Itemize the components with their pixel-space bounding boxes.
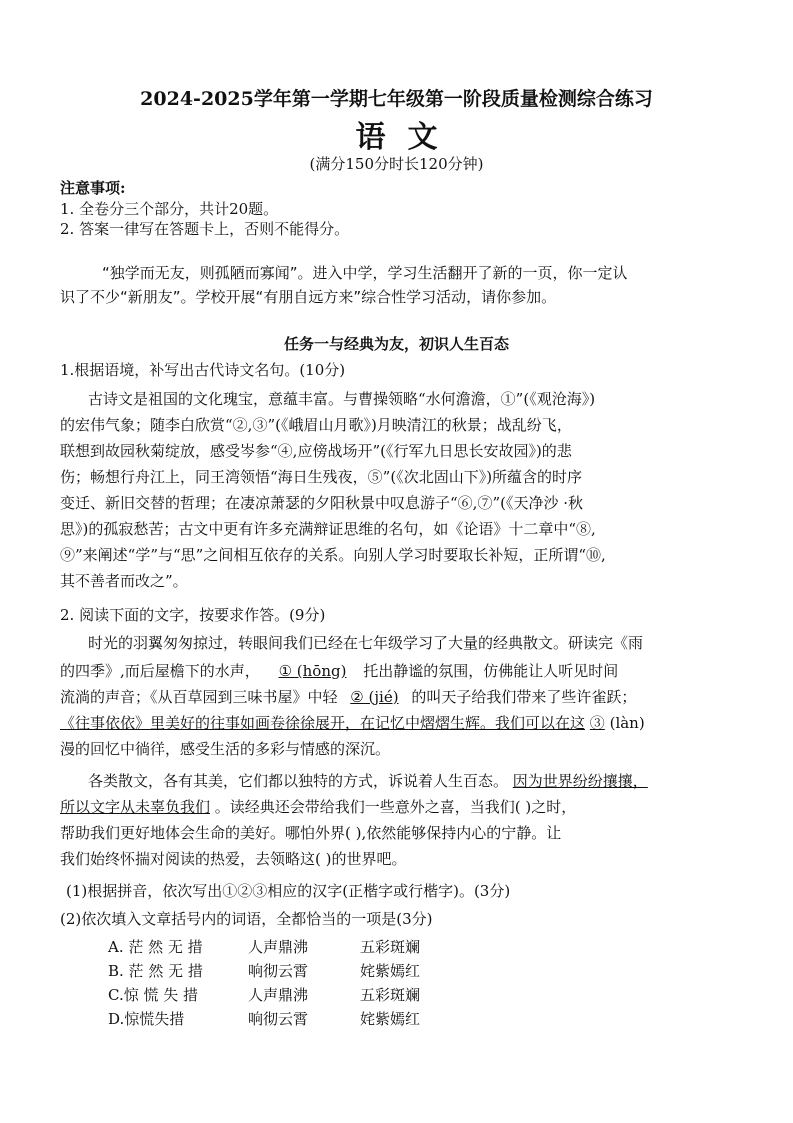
option-b-word-3: 姹紫嫣红 xyxy=(360,962,421,980)
q1-line: 的宏伟气象；随李白欣赏“②,③”(《峨眉山月歌》)月映清江的秋景；战乱纷飞， xyxy=(60,416,572,434)
q2-p2-line: 帮助我们更好地体会生命的美好。哪怕外界( ),依然能够保持内心的宁静。让 xyxy=(60,824,562,842)
option-a-word-3: 五彩斑斓 xyxy=(360,938,421,956)
q1-line: 其不善者而改之”。 xyxy=(60,572,188,590)
blank-2: ② (jié) xyxy=(350,688,399,706)
q2-p1-line: 的四季》,而后屋檐下的水声， ① (hōng) 托出静谧的氛围，仿佛能让人听见时间 xyxy=(60,662,619,680)
option-d-word-2: 响彻云霄 xyxy=(248,1010,309,1028)
q1-line: 伤；畅想行舟江上，同王湾领悟“海日生残夜，⑤”(《次北固山下》)所蕴含的时序 xyxy=(60,468,583,486)
option-a-word-2: 人声鼎沸 xyxy=(248,938,309,956)
q1-line: ⑨”来阐述“学”与“思”之间相互依存的关系。向别人学习时要取长补短，正所谓“⑩, xyxy=(60,546,606,564)
q2-p2-line: 各类散文，各有其美，它们都以独特的方式，诉说着人生百态。 因为世界纷纷攘攘， xyxy=(88,772,648,790)
subject-title: 语文 xyxy=(355,120,460,155)
q1-line: 联想到故园秋菊绽放，感受岑参“④,应傍战场开”(《行军九日思长安故园》)的悲 xyxy=(60,442,572,460)
q2-p1-line: 《往事依依》里美好的往事如画卷徐徐展开，在记忆中熠熠生辉。我们可以在这 ③ (làn) xyxy=(60,714,645,732)
option-d-word-3: 姹紫嫣红 xyxy=(360,1010,421,1028)
underlined-sentence: 所以文字从未辜负我们 xyxy=(60,798,211,816)
intro-line: 识了不少“新朋友”。学校开展“有朋自远方来”综合性学习活动，请你参加。 xyxy=(60,288,557,306)
option-c-word-3: 五彩斑斓 xyxy=(360,986,421,1004)
q2-p2-line: 所以文字从未辜负我们 。读经典还会带给我们一些意外之喜，当我们( )之时， xyxy=(60,798,577,816)
notice-item: 2. 答案一律写在答题卡上，否则不能得分。 xyxy=(60,220,350,238)
question-1-prompt: 1.根据语境，补写出古代诗文名句。(10分) xyxy=(60,361,346,379)
q2-p1-line: 流淌的声音；《从百草园到三味书屋》中轻 ② (jié) 的叫天子给我们带来了些许雀跃； xyxy=(60,688,637,706)
section-heading: 任务一与经典为友，初识人生百态 xyxy=(283,335,509,353)
notice-heading: 注意事项: xyxy=(60,179,126,197)
intro-line: “独学而无友，则孤陋而寡闻”。进入中学，学习生活翻开了新的一页，你一定认 xyxy=(102,264,628,282)
notice-item: 1. 全卷分三个部分，共计20题。 xyxy=(60,200,279,218)
q1-line: 古诗文是祖国的文化瑰宝，意蕴丰富。与曹操领略“水何澹澹，①”(《观沧海》) xyxy=(88,390,596,408)
option-c-word-2: 人声鼎沸 xyxy=(248,986,309,1004)
q2-p1-line: 时光的羽翼匆匆掠过，转眼间我们已经在七年级学习了大量的经典散文。研读完《雨 xyxy=(88,634,644,652)
option-b-word-2: 响彻云霄 xyxy=(248,962,309,980)
score-info: (满分150分时长120分钟) xyxy=(309,155,484,173)
option-a: A. 茫 然 无 措 xyxy=(108,938,203,956)
option-b: B. 茫 然 无 措 xyxy=(108,962,203,980)
exam-title: 2024-2025学年第一学期七年级第一阶段质量检测综合练习 xyxy=(140,88,653,110)
option-d: D.惊慌失措 xyxy=(108,1010,185,1028)
q1-line: 思》)的孤寂愁苦；古文中更有许多充满辩证思维的名句，如《论语》十二章中“⑧, xyxy=(60,520,596,538)
q2-p1-line: 漫的回忆中徜徉，感受生活的多彩与情感的深沉。 xyxy=(60,740,391,758)
q1-line: 变迁、新旧交替的哲理；在凄凉萧瑟的夕阳秋景中叹息游子“⑥,⑦”(《天净沙 ·秋 xyxy=(60,494,583,512)
q2-p2-line: 我们始终怀揣对阅读的热爱，去领略这( )的世界吧。 xyxy=(60,850,407,868)
underlined-sentence: 因为世界纷纷攘攘， xyxy=(512,772,648,790)
option-c: C.惊 慌 失 措 xyxy=(108,986,199,1004)
blank-3: ③ xyxy=(589,714,605,732)
blank-1: ① (hōng) xyxy=(278,662,347,680)
sub-question-2: (2)依次填入文章括号内的词语，全都恰当的一项是(3分) xyxy=(60,910,433,928)
question-2-prompt: 2. 阅读下面的文字，按要求作答。(9分) xyxy=(60,606,326,624)
sub-question-1: (1)根据拼音，依次写出①②③相应的汉字(正楷字或行楷字)。(3分) xyxy=(66,882,511,900)
